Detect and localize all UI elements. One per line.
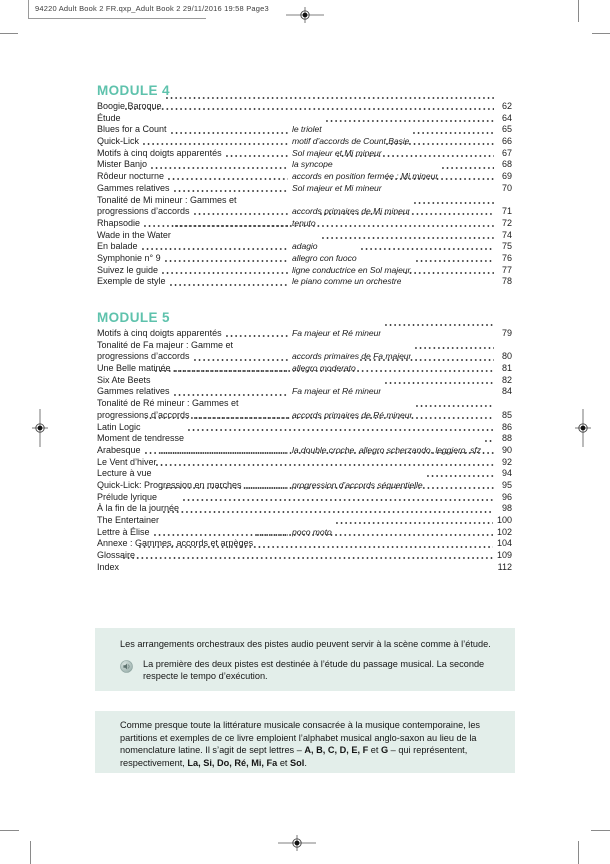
- audio-note-line2: La première des deux pistes est destinée à l’étude du passage musical. La seconde respecte le tempo d’exécution.: [143, 658, 485, 682]
- dot-leader: [173, 386, 289, 398]
- toc-entry-title: Index: [97, 561, 120, 572]
- toc-entry-page-number: 84: [501, 386, 512, 397]
- toc-entry-subtitle: Sol majeur et Mi mineur: [292, 182, 382, 193]
- toc-entry-title: Le Vent d’hiver: [97, 456, 157, 467]
- registration-mark-right: [573, 409, 593, 447]
- toc-entry-title: progressions d’accords: [97, 351, 190, 362]
- toc-entry-left: [97, 171, 292, 183]
- toc-entry-title: En balade: [97, 241, 138, 252]
- alphabet-bold-segment: La, Si, Do, Ré, Mi, Fa: [187, 757, 278, 768]
- toc-entry-subtitle: le piano comme un orchestre: [292, 276, 402, 287]
- toc-entry: [97, 363, 512, 375]
- alphabet-bold-segment: Sol: [290, 757, 305, 768]
- toc-entry: [97, 433, 512, 445]
- toc-entry: [97, 113, 512, 125]
- toc-entry-left: [97, 183, 292, 195]
- module-section: [97, 83, 512, 288]
- toc-entry-left: [97, 265, 292, 277]
- toc-entry: [97, 422, 512, 434]
- toc-entry-left: [97, 480, 292, 492]
- toc-entry-title: Tonalité de Fa majeur : Gamme et: [97, 339, 234, 350]
- slug-box-line: [28, 0, 29, 18]
- toc-entry-subtitle: Sol majeur et Mi mineur: [292, 147, 382, 158]
- toc-entry: [97, 386, 512, 398]
- audio-note-line1: Les arrangements orchestraux des pistes audio peuvent servir à la scène comme à l’étude.: [120, 639, 491, 649]
- toc-entry-title: Exemple de style: [97, 276, 166, 287]
- toc-entry-page-number: 95: [501, 479, 512, 490]
- toc-entry-subtitle: allegro moderato: [292, 363, 356, 374]
- toc-entry-left: [97, 241, 292, 253]
- toc-entry-page-number: 92: [501, 456, 512, 467]
- dot-leader: [193, 206, 289, 218]
- slug-box-line: [28, 18, 206, 19]
- toc-entry-title: Motifs à cinq doigts apparentés: [97, 147, 222, 158]
- toc-entry-subtitle: le triolet: [292, 124, 322, 135]
- toc-entry-title: Une Belle matinée: [97, 363, 171, 374]
- toc-entry-subtitle: motif d’accords de Count Basie: [292, 136, 410, 147]
- toc-entry-page-number: 74: [501, 229, 512, 240]
- toc-entry-page-number: 112: [497, 561, 512, 572]
- toc-entry-page-number: 67: [501, 147, 512, 158]
- toc-entry: [97, 445, 512, 457]
- toc-entry-title: Mister Banjo: [97, 159, 148, 170]
- toc-entry-left: [97, 136, 292, 148]
- module-heading: MODULE 4: [97, 83, 170, 98]
- toc-entry-subtitle: la double croche, allegro scherzando, leggiero, sfz: [292, 444, 482, 455]
- dot-leader: [164, 253, 289, 265]
- toc-entry-subtitle: tenuto: [292, 217, 316, 228]
- toc-entry-title: Étude: [97, 112, 121, 123]
- registration-mark-left: [30, 409, 50, 447]
- toc-entry: [97, 457, 512, 469]
- alphabet-note-box: [95, 711, 515, 773]
- toc-entry-title: progressions d’accords: [97, 206, 190, 217]
- toc-entry-left: [97, 159, 292, 171]
- toc-entry-page-number: 64: [501, 112, 512, 123]
- toc-entry-title: Quick-Lick: Progression en marches: [97, 479, 242, 490]
- toc-entry-left: [97, 148, 292, 160]
- toc-entry-subtitle: progression d’accords séquentielle: [292, 479, 423, 490]
- dot-leader: [225, 328, 289, 340]
- toc-entry: [97, 276, 512, 288]
- toc-entry-subtitle: poco moto: [292, 526, 332, 537]
- dot-leader: [169, 276, 289, 288]
- toc-entry: [97, 328, 512, 340]
- toc-entry-title: Gammes relatives: [97, 386, 170, 397]
- toc-entry-left: [97, 206, 292, 218]
- toc-entry-title: Latin Logic: [97, 421, 141, 432]
- module-section: [97, 310, 512, 573]
- alphabet-bold-segment: A, B, C, D, E, F: [304, 745, 369, 756]
- toc-entry-page-number: 71: [501, 206, 512, 217]
- toc-entry: [97, 351, 512, 363]
- toc-entry: [97, 171, 512, 183]
- toc-entry-page-number: 79: [501, 328, 512, 338]
- toc-entry-page-number: 69: [501, 171, 512, 182]
- toc-entry: [97, 527, 512, 539]
- toc-entry: [97, 410, 512, 422]
- dot-leader: [174, 363, 289, 375]
- alphabet-text-segment: .: [304, 757, 307, 768]
- toc-entry: [97, 230, 512, 242]
- crop-mark: [578, 841, 579, 864]
- toc-entry: [97, 101, 512, 113]
- toc-entry: [97, 398, 512, 410]
- dot-leader: [245, 480, 289, 492]
- toc-entry-title: Annexe : Gammes, accords et arpèges: [97, 538, 254, 549]
- toc-entry-title: Suivez le guide: [97, 264, 159, 275]
- toc-entry: [97, 480, 512, 492]
- toc-entry-left: [97, 410, 292, 422]
- dot-leader: [167, 171, 289, 183]
- toc-entry-page-number: 75: [501, 241, 512, 252]
- toc-entry-page-number: 102: [496, 526, 512, 537]
- dot-leader: [144, 445, 289, 457]
- toc-entry-page-number: 68: [501, 159, 512, 170]
- toc-entry-page-number: 85: [501, 409, 512, 420]
- toc-entry: [97, 503, 512, 515]
- dot-leader: [153, 527, 289, 539]
- audio-note-box: [95, 628, 515, 691]
- toc-entry-left: [97, 363, 292, 375]
- toc-entry-subtitle: Fa majeur et Ré mineur: [292, 328, 382, 338]
- toc-entry-title: Moment de tendresse: [97, 433, 185, 444]
- toc-entry: [97, 148, 512, 160]
- toc-entry-subtitle: adagio: [292, 241, 318, 252]
- toc-entry-title: Glossaire: [97, 550, 136, 561]
- toc-entry-title: Motifs à cinq doigts apparentés: [97, 328, 222, 338]
- toc-entry-page-number: 76: [501, 252, 512, 263]
- toc-entry: [97, 136, 512, 148]
- toc-entry: [97, 538, 512, 550]
- dot-leader: [161, 265, 289, 277]
- toc-entry-title: The Entertainer: [97, 515, 160, 525]
- alphabet-bold-segment: G: [380, 745, 389, 756]
- toc-entry-title: Six Ate Beets: [97, 374, 151, 385]
- toc-entry-page-number: 72: [501, 217, 512, 228]
- dot-leader: [193, 351, 289, 363]
- toc-entry: [97, 195, 512, 207]
- toc-entry: [97, 241, 512, 253]
- dot-leader: [225, 148, 289, 160]
- toc-entry-title: progressions d’accords: [97, 409, 190, 420]
- crop-mark: [0, 830, 19, 831]
- toc-entry-title: Rhapsodie: [97, 217, 141, 228]
- toc-entry-left: [97, 351, 292, 363]
- toc-entry-page-number: 65: [501, 124, 512, 135]
- toc-entry-page-number: 86: [501, 421, 512, 432]
- toc-entry-left: [97, 386, 292, 398]
- alphabet-text-segment: – qui représentent, respectivement,: [120, 745, 468, 768]
- dot-leader: [170, 124, 289, 136]
- toc-entry-page-number: 66: [501, 136, 512, 147]
- crop-mark: [591, 830, 610, 831]
- alphabet-text-segment: Comme presque toute la littérature musicale consacrée à la musique contemporaine, les partitions et exemples de ce livre emploient l’alphabet musical anglo-saxon au lieu de la nomenclature latine. Il s’agit de sept lettres –: [120, 720, 481, 756]
- toc-entry: [97, 253, 512, 265]
- table-of-contents: [97, 83, 512, 573]
- dot-leader: [142, 136, 289, 148]
- toc-entry: [97, 218, 512, 230]
- toc-entry: [97, 515, 512, 527]
- toc-entry-subtitle: accords en position fermée : Mi mineur: [292, 171, 439, 182]
- toc-entry-subtitle: accords primaires de Mi mineur: [292, 206, 411, 217]
- toc-entry: [97, 468, 512, 480]
- alphabet-text-segment: et: [277, 757, 291, 768]
- toc-entry: [97, 492, 512, 504]
- toc-entry-title: Tonalité de Ré mineur : Gammes et: [97, 398, 239, 409]
- toc-entry-left: [97, 124, 292, 136]
- crop-mark: [592, 33, 610, 34]
- toc-entry-page-number: 70: [501, 182, 512, 193]
- crop-mark: [0, 33, 18, 34]
- toc-entry-left: [97, 276, 292, 288]
- toc-entry-page-number: 82: [501, 374, 512, 385]
- toc-entry-page-number: 96: [501, 491, 512, 502]
- toc-entry-page-number: 100: [496, 515, 512, 525]
- toc-entry-title: Blues for a Count: [97, 124, 167, 135]
- audio-icon: [120, 660, 133, 673]
- toc-entry: [97, 124, 512, 136]
- toc-entry-title: Prélude lyrique: [97, 491, 158, 502]
- toc-entry-page-number: 62: [501, 101, 512, 111]
- toc-entry-title: Quick-Lick: [97, 136, 140, 147]
- toc-entry-title: Symphonie n° 9: [97, 252, 161, 263]
- dot-leader: [173, 183, 289, 195]
- toc-entry: [97, 206, 512, 218]
- toc-entry-page-number: 94: [501, 468, 512, 479]
- toc-entry: [97, 265, 512, 277]
- toc-entry: [97, 159, 512, 171]
- alphabet-text-segment: et: [368, 745, 381, 756]
- toc-entry: [97, 340, 512, 352]
- toc-entry-title: Boogie Baroque: [97, 101, 162, 111]
- print-slug-text: 94220 Adult Book 2 FR.qxp_Adult Book 2 29/11/2016 19:58 Page3: [35, 4, 269, 13]
- toc-entry-page-number: 81: [501, 363, 512, 374]
- toc-entry-page-number: 78: [501, 276, 512, 287]
- toc-entry-left: [97, 527, 292, 539]
- registration-mark-bottom: [278, 833, 316, 853]
- toc-entry-subtitle: Fa majeur et Ré mineur: [292, 386, 382, 397]
- toc-entry-subtitle: accords primaires de Fa majeur: [292, 351, 412, 362]
- crop-mark: [30, 841, 31, 864]
- toc-entry-subtitle: accords primaires de Ré mineur: [292, 409, 413, 420]
- toc-entry-page-number: 104: [496, 538, 512, 549]
- toc-entry: [97, 375, 512, 387]
- toc-entry-page-number: 77: [501, 264, 512, 275]
- toc-entry: [97, 550, 512, 562]
- dot-leader: [143, 218, 289, 230]
- toc-entry-title: Lecture à vue: [97, 468, 152, 479]
- toc-entry-left: [97, 218, 292, 230]
- dot-leader: [150, 159, 289, 171]
- crop-mark: [578, 0, 579, 22]
- toc-entry-left: [97, 253, 292, 265]
- toc-entry-title: Lettre à Élise: [97, 526, 150, 537]
- alphabet-note-text: [120, 719, 504, 769]
- module-heading: MODULE 5: [97, 310, 170, 325]
- registration-mark-top: [286, 5, 324, 25]
- toc-entry-title: Tonalité de Mi mineur : Gammes et: [97, 194, 237, 205]
- toc-entry-title: À la fin de la journée: [97, 503, 180, 514]
- toc-entry-left: [97, 328, 292, 340]
- toc-entry-page-number: 109: [496, 550, 512, 561]
- toc-entry-page-number: 80: [501, 351, 512, 362]
- toc-entry-page-number: 98: [501, 503, 512, 514]
- toc-entry-page-number: 88: [501, 433, 512, 444]
- dot-leader: [193, 410, 289, 422]
- toc-entry-title: Gammes relatives: [97, 182, 170, 193]
- toc-entry-title: Rôdeur nocturne: [97, 171, 165, 182]
- toc-entry-subtitle: la syncope: [292, 159, 333, 170]
- toc-entry-subtitle: ligne conductrice en Sol majeur.: [292, 264, 413, 275]
- audio-note-row: [120, 658, 499, 683]
- toc-entry-page-number: 90: [501, 444, 512, 455]
- toc-entry: [97, 562, 512, 574]
- dot-leader: [141, 241, 289, 253]
- toc-entry: [97, 183, 512, 195]
- toc-entry-subtitle: allegro con fuoco: [292, 252, 357, 263]
- toc-entry-title: Arabesque: [97, 444, 141, 455]
- toc-entry-title: Wade in the Water: [97, 229, 171, 240]
- toc-entry-left: [97, 445, 292, 457]
